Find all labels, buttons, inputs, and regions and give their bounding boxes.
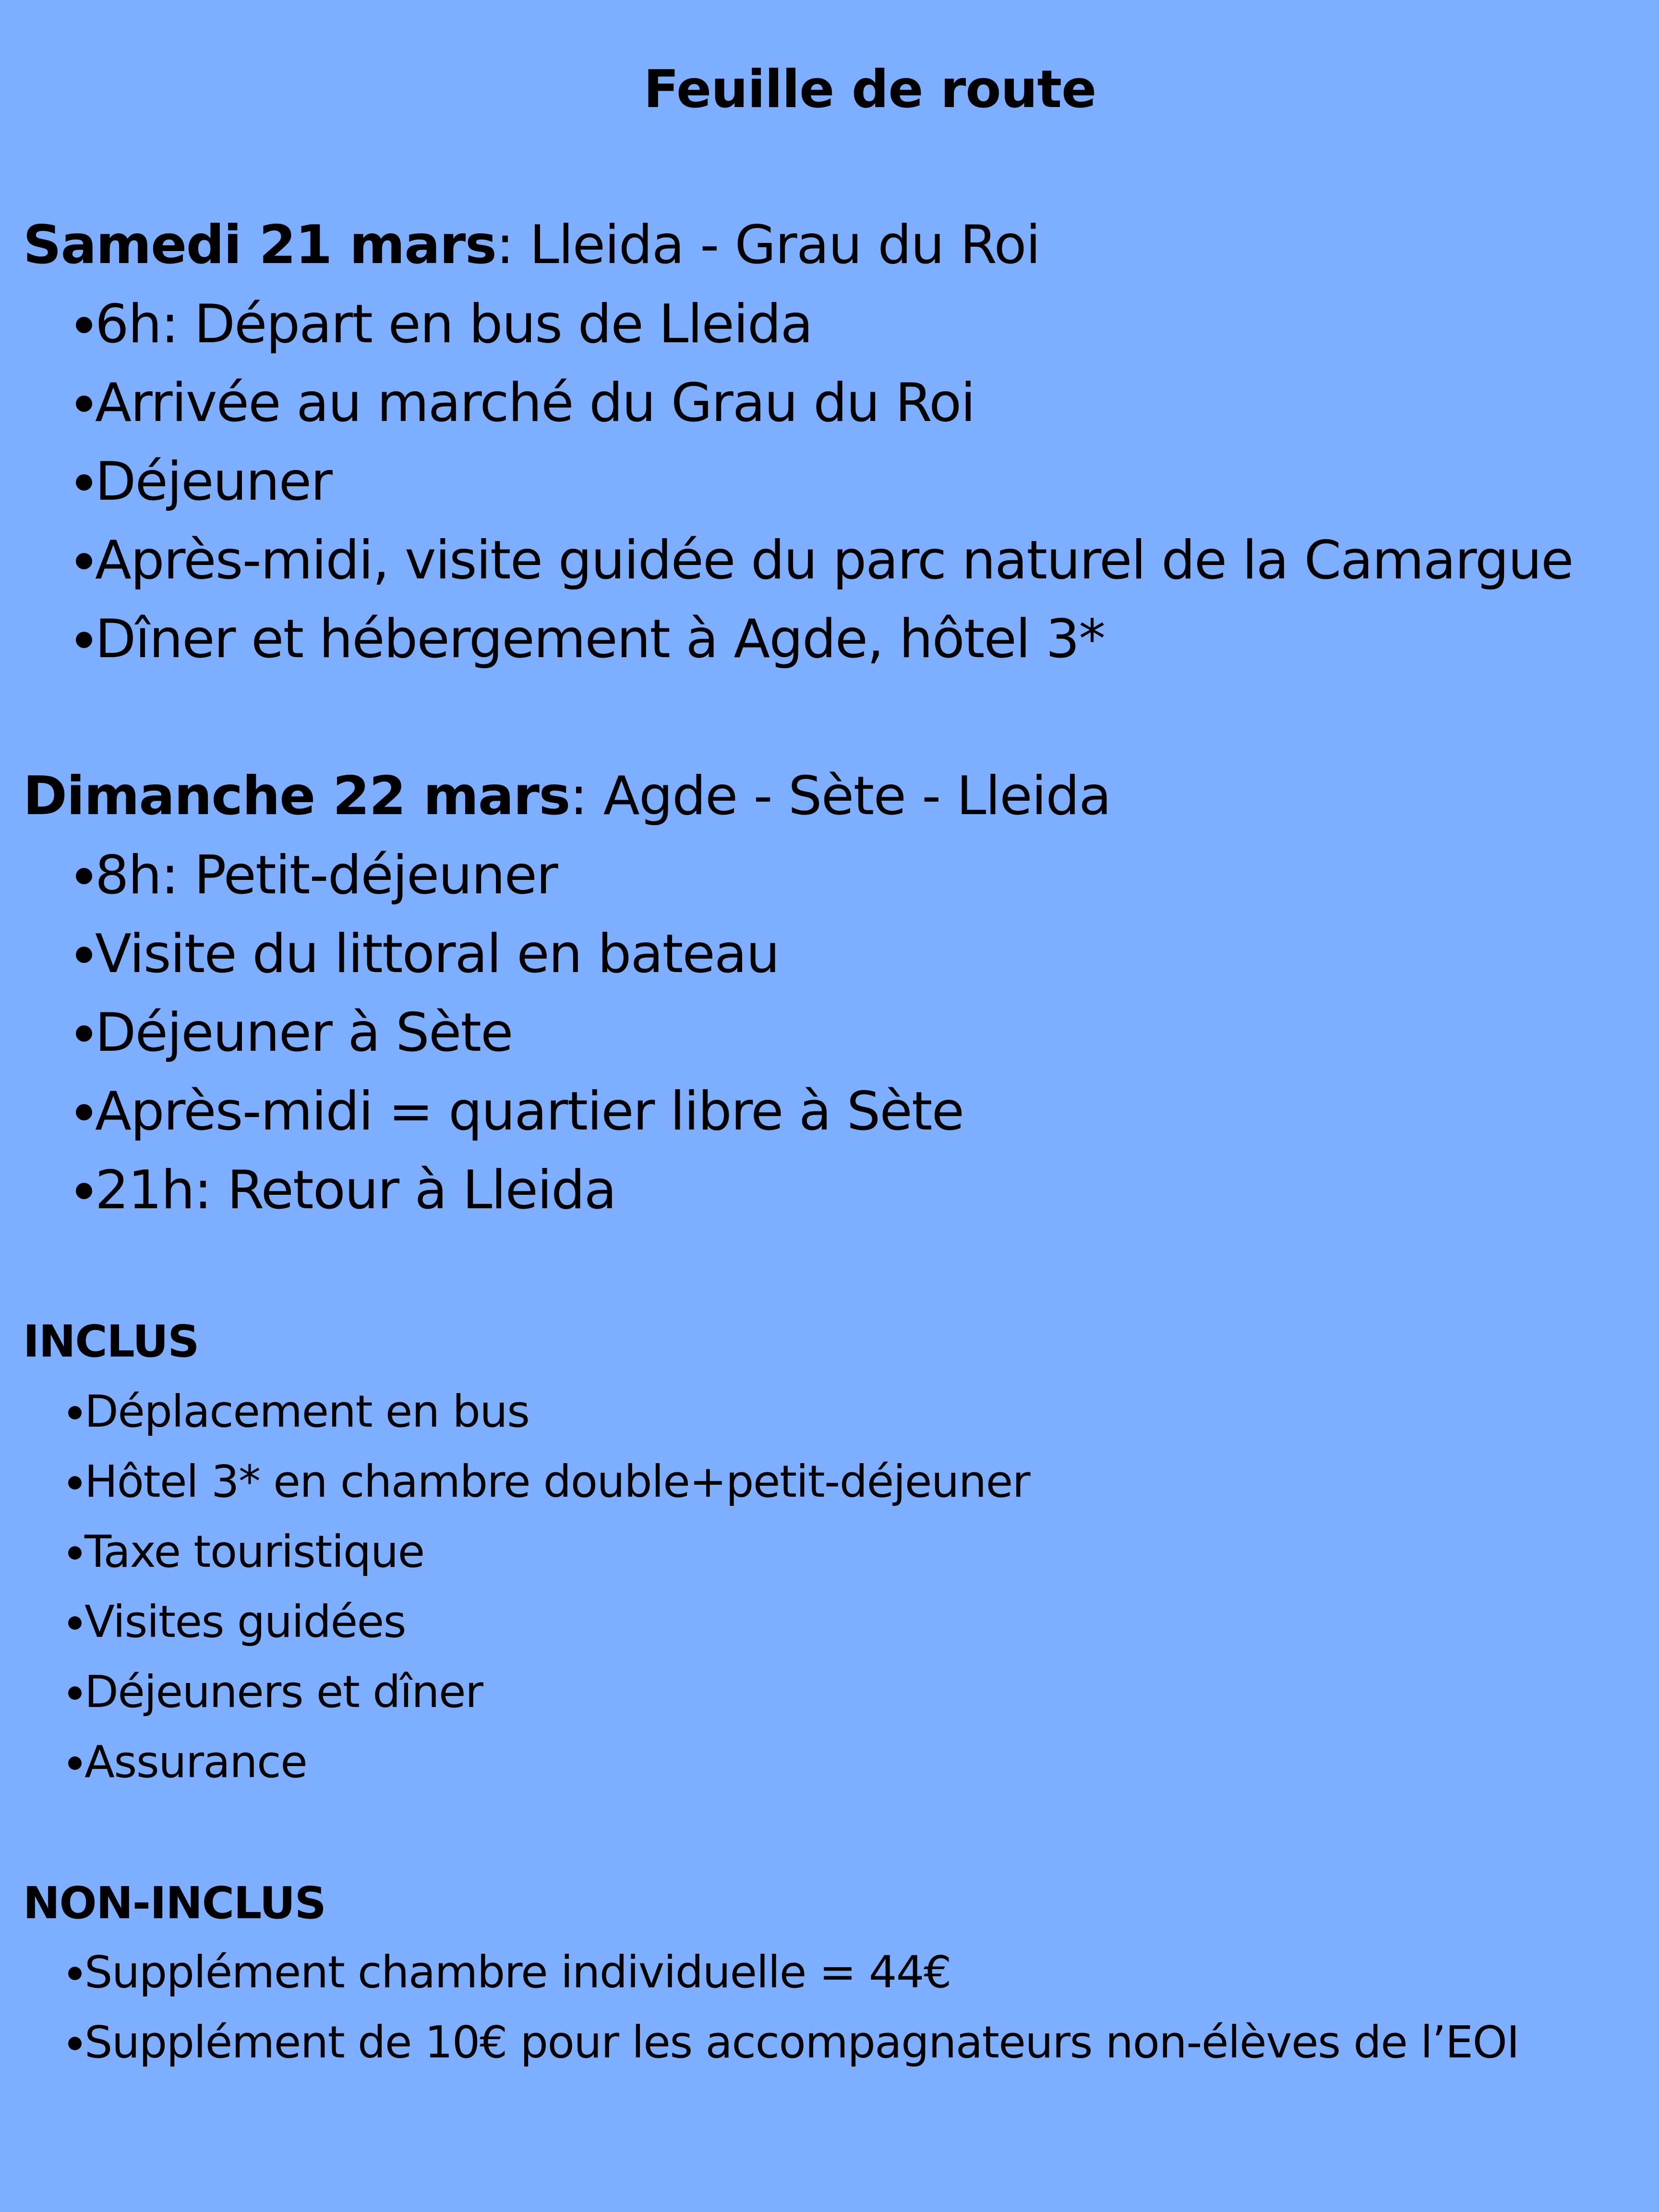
list-item: Déjeuner bbox=[0, 443, 1573, 521]
list-item: Arrivée au marché du Grau du Roi bbox=[0, 364, 1573, 443]
list-item: 8h: Petit-déjeuner bbox=[0, 836, 963, 915]
day1-heading bbox=[23, 209, 1040, 281]
list-item: Après-midi, visite guidée du parc naturel de la Camargue bbox=[0, 521, 1573, 600]
list-item: Taxe touristique bbox=[0, 1517, 1030, 1587]
day1-route: : Lleida - Grau du Roi bbox=[496, 214, 1040, 276]
list-item: Déjeuner à Sète bbox=[0, 994, 963, 1072]
included-heading: INCLUS bbox=[23, 1316, 199, 1367]
list-item: 21h: Retour à Lleida bbox=[0, 1151, 963, 1230]
day1-schedule-list bbox=[0, 285, 1573, 679]
list-item: Supplément de 10€ pour les accompagnateurs non-élèves de l’EOI bbox=[0, 2008, 1519, 2078]
list-item: 6h: Départ en bus de Lleida bbox=[0, 285, 1573, 364]
list-item: Supplément chambre individuelle = 44€ bbox=[0, 1937, 1519, 2008]
list-item: Déjeuners et dîner bbox=[0, 1657, 1030, 1727]
list-item: Assurance bbox=[0, 1727, 1030, 1797]
included-list bbox=[0, 1377, 1030, 1797]
day2-schedule-list bbox=[0, 836, 963, 1230]
day1-date: Samedi 21 mars bbox=[23, 214, 496, 276]
list-item: Visite du littoral en bateau bbox=[0, 915, 963, 994]
day2-date: Dimanche 22 mars bbox=[23, 765, 570, 827]
page-title: Feuille de route bbox=[643, 60, 1096, 120]
list-item: Après-midi = quartier libre à Sète bbox=[0, 1072, 963, 1151]
list-item: Visites guidées bbox=[0, 1587, 1030, 1657]
not-included-heading: NON-INCLUS bbox=[23, 1877, 326, 1929]
not-included-list bbox=[0, 1937, 1519, 2078]
list-item: Hôtel 3* en chambre double+petit-déjeuner bbox=[0, 1447, 1030, 1517]
day2-heading bbox=[23, 760, 1111, 832]
list-item: Déplacement en bus bbox=[0, 1377, 1030, 1447]
list-item: Dîner et hébergement à Agde, hôtel 3* bbox=[0, 600, 1573, 679]
day2-route: : Agde - Sète - Lleida bbox=[570, 765, 1111, 827]
